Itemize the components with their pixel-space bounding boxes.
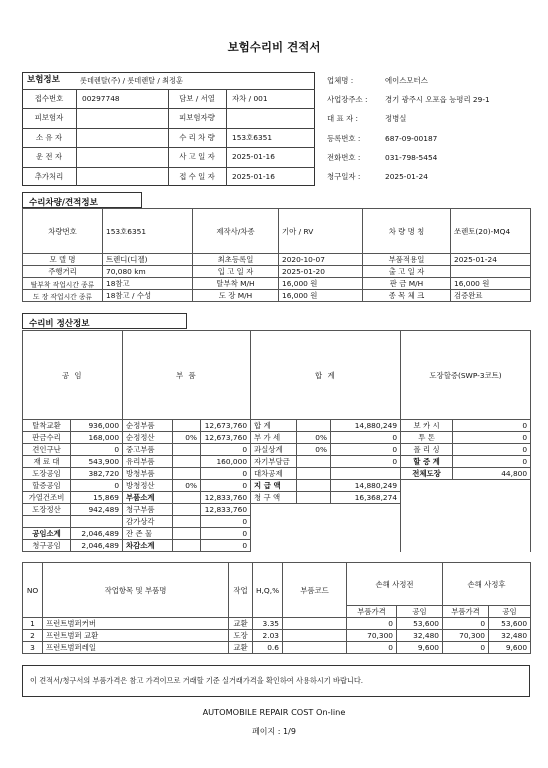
- vehicle-label: 제작사/차종: [193, 209, 279, 254]
- total-value: 16,368,274: [331, 492, 401, 504]
- labor-value: [71, 516, 123, 528]
- insurance-company: 롯데렌탈(주) / 롯데렌탈 / 최정훈: [80, 76, 183, 85]
- insurance-row-label: 접 수 일 자: [179, 171, 215, 181]
- parts-label: 중고부품: [123, 444, 173, 456]
- labor-value: 2,046,489: [71, 540, 123, 552]
- total-value: 14,880,249: [331, 420, 401, 432]
- table-row: [23, 630, 531, 642]
- vehicle-label: 주행거리: [23, 266, 103, 278]
- vehicle-row: [23, 266, 531, 278]
- total-empty: [251, 540, 401, 552]
- shop-value: 687-09-00187: [385, 133, 438, 143]
- parts-label: 방청정산: [123, 480, 173, 492]
- item-code: [283, 630, 347, 642]
- labor-value: 543,900: [71, 456, 123, 468]
- vehicle-label: 부품적용일: [363, 254, 451, 266]
- item-name: 프런트범퍼커버: [43, 618, 229, 630]
- labor-label: 청구공임: [23, 540, 71, 552]
- parts-label: 감가상각: [123, 516, 173, 528]
- total-value: 0: [331, 444, 401, 456]
- insurance-row-value: 2025-01-16: [232, 152, 275, 162]
- vehicle-value: 2025-01-24: [451, 254, 531, 266]
- total-label: 대차공제: [251, 468, 297, 480]
- insurance-row-value: 153호6351: [232, 132, 273, 142]
- vehicle-label: 도 장 M/H: [193, 290, 279, 302]
- insurance-row-label: 피보험자: [34, 113, 64, 123]
- paint-empty: [401, 480, 531, 492]
- total-percent: 0%: [297, 432, 331, 444]
- total-percent: [297, 480, 331, 492]
- total-percent: [297, 456, 331, 468]
- item-before-price: 70,300: [347, 630, 397, 642]
- parts-value: 0: [201, 528, 251, 540]
- insurance-row-label: 사 고 일 자: [179, 152, 215, 162]
- items-table: [22, 562, 530, 654]
- labor-value: 15,869: [71, 492, 123, 504]
- footer-app-name: AUTOMOBILE REPAIR COST On-line: [202, 707, 346, 717]
- item-no: 3: [23, 642, 43, 654]
- labor-label: [23, 516, 71, 528]
- labor-value: 0: [71, 480, 123, 492]
- parts-value: 12,673,760: [201, 420, 251, 432]
- paint-label: 전체도장: [401, 468, 453, 480]
- vehicle-label: 모 델 명: [23, 254, 103, 266]
- shop-label: 사업장주소 :: [327, 95, 368, 105]
- settlement-row: [23, 528, 531, 540]
- parts-header: 부 품: [123, 331, 251, 420]
- shop-label: 등록번호 :: [327, 133, 361, 143]
- vehicle-label: 탈부착 M/H: [193, 278, 279, 290]
- vehicle-label: 종 목 체 크: [363, 290, 451, 302]
- vehicle-label: 판 금 M/H: [363, 278, 451, 290]
- parts-label: 청구부품: [123, 504, 173, 516]
- items-header-before-price: 부품가격: [347, 606, 397, 618]
- vehicle-label: 입 고 일 자: [193, 266, 279, 278]
- shop-label: 전화번호 :: [327, 152, 361, 162]
- vehicle-value: 16,000 원: [279, 278, 363, 290]
- item-before-labor: 32,480: [397, 630, 443, 642]
- total-label: 자기부담금: [251, 456, 297, 468]
- settlement-header-row: [23, 331, 531, 420]
- settlement-row: [23, 504, 531, 516]
- labor-label: 도장정산: [23, 504, 71, 516]
- labor-label: 재 료 대: [23, 456, 71, 468]
- items-header-no: NO: [23, 563, 43, 618]
- labor-label: 공임소계: [23, 528, 71, 540]
- vehicle-row: [23, 278, 531, 290]
- vehicle-section-title: 수리차량/견적정보: [22, 192, 142, 208]
- item-after-price: 0: [443, 618, 489, 630]
- total-percent: [297, 492, 331, 504]
- insurance-col-divider: [76, 89, 77, 186]
- vehicle-value: 검증완료: [451, 290, 531, 302]
- parts-value: 0: [201, 480, 251, 492]
- vehicle-value: 트렌디(디젤): [103, 254, 193, 266]
- insurance-col-divider: [226, 89, 227, 186]
- item-code: [283, 642, 347, 654]
- items-header-row: [23, 563, 531, 606]
- total-empty: [251, 504, 401, 516]
- labor-value: 168,000: [71, 432, 123, 444]
- parts-label: 잔 존 물: [123, 528, 173, 540]
- items-header-code: 부품코드: [283, 563, 347, 618]
- settlement-section-title: 수리비 정산정보: [22, 313, 187, 329]
- shop-value: 에이스모터스: [385, 76, 428, 85]
- total-label: 청 구 액: [251, 492, 297, 504]
- notice-text: 이 견적서/청구서의 부품가격은 참고 가격이므로 거래할 기준 실거래가격을 확인하여 사용하시기 바랍니다.: [30, 676, 364, 685]
- labor-header: 공 임: [23, 331, 123, 420]
- labor-value: 382,720: [71, 468, 123, 480]
- insurance-row-label: 접수번호: [34, 94, 64, 103]
- settlement-row: [23, 480, 531, 492]
- paint-empty: [401, 516, 531, 528]
- item-after-labor: 53,600: [489, 618, 531, 630]
- settlement-row: [23, 516, 531, 528]
- item-hq: 2.03: [253, 630, 283, 642]
- parts-label: 차감소계: [123, 540, 173, 552]
- labor-label: 견인구난: [23, 444, 71, 456]
- labor-value: 936,000: [71, 420, 123, 432]
- paint-empty: [401, 540, 531, 552]
- total-label: 부 가 세: [251, 432, 297, 444]
- items-header-after: 손해 사정후: [443, 563, 531, 606]
- items-header-before: 손해 사정전: [347, 563, 443, 606]
- parts-percent: 0%: [173, 480, 201, 492]
- paint-label: 보 카 시: [401, 420, 453, 432]
- paint-value: 0: [453, 432, 531, 444]
- page-title: 보험수리비 견적서: [227, 40, 321, 54]
- item-after-labor: 9,600: [489, 642, 531, 654]
- parts-percent: 0%: [173, 432, 201, 444]
- total-empty: [251, 528, 401, 540]
- paint-label: 할 증 계: [401, 456, 453, 468]
- insurance-col-divider: [168, 89, 169, 186]
- total-label: 과실상계: [251, 444, 297, 456]
- item-after-labor: 32,480: [489, 630, 531, 642]
- paint-empty: [401, 492, 531, 504]
- settlement-row: [23, 468, 531, 480]
- item-name: 프런트범퍼 교환: [43, 630, 229, 642]
- paint-empty: [401, 504, 531, 516]
- parts-percent: [173, 444, 201, 456]
- parts-value: 0: [201, 540, 251, 552]
- paint-label: 투 톤: [401, 432, 453, 444]
- parts-value: 160,000: [201, 456, 251, 468]
- total-value: 0: [331, 432, 401, 444]
- item-after-price: 70,300: [443, 630, 489, 642]
- parts-label: 순정정산: [123, 432, 173, 444]
- insurance-row-value: 00297748: [82, 94, 120, 103]
- items-header-name: 작업항목 및 부품명: [43, 563, 229, 618]
- settlement-row: [23, 456, 531, 468]
- item-work: 도장: [229, 630, 253, 642]
- parts-label: 순정부품: [123, 420, 173, 432]
- item-after-price: 0: [443, 642, 489, 654]
- parts-percent: [173, 504, 201, 516]
- vehicle-label: 도 장 작업시간 종류: [23, 290, 103, 302]
- shop-label: 업체명 :: [327, 76, 354, 85]
- items-header-hq: H,Q,%: [253, 563, 283, 618]
- total-label: 지 급 액: [251, 480, 297, 492]
- insurance-label: 보험정보: [27, 75, 60, 85]
- item-hq: 0.6: [253, 642, 283, 654]
- insurance-row-label: 담보 / 서열: [179, 94, 215, 103]
- settlement-table: [22, 330, 530, 552]
- vehicle-label: 차량번호: [23, 209, 103, 254]
- vehicle-value: 2020-10-07: [279, 254, 363, 266]
- vehicle-value: 16,000 원: [451, 278, 531, 290]
- paint-label: 폴 리 싱: [401, 444, 453, 456]
- vehicle-value: 153호6351: [103, 209, 193, 254]
- items-header-work: 작업: [229, 563, 253, 618]
- parts-percent: [173, 420, 201, 432]
- paint-value: 0: [453, 420, 531, 432]
- item-work: 교환: [229, 618, 253, 630]
- parts-value: 0: [201, 468, 251, 480]
- items-header-after-labor: 공임: [489, 606, 531, 618]
- insurance-row-value: 2025-01-16: [232, 171, 275, 181]
- insurance-row-label: 소 유 자: [35, 132, 63, 142]
- labor-value: 942,489: [71, 504, 123, 516]
- vehicle-label: 차 량 명 칭: [363, 209, 451, 254]
- shop-label: 청구일자 :: [327, 172, 361, 181]
- parts-percent: [173, 468, 201, 480]
- vehicle-label: 출 고 일 자: [363, 266, 451, 278]
- labor-label: 탈착교환: [23, 420, 71, 432]
- paint-header: 도장할증(SWP-3코트): [401, 331, 531, 420]
- vehicle-label: 탈부착 작업시간 종류: [23, 278, 103, 290]
- total-percent: [297, 420, 331, 432]
- vehicle-value: 기아 / RV: [279, 209, 363, 254]
- paint-value: 44,800: [453, 468, 531, 480]
- settlement-row: [23, 492, 531, 504]
- item-work: 교환: [229, 642, 253, 654]
- settlement-row: [23, 420, 531, 432]
- settlement-row: [23, 444, 531, 456]
- vehicle-value: 70,080 km: [103, 266, 193, 278]
- shop-value: 경기 광주시 오포읍 능평리 29-1: [385, 95, 490, 105]
- vehicle-label: 최초등록일: [193, 254, 279, 266]
- vehicle-value: 18참고: [103, 278, 193, 290]
- parts-label: 부품소계: [123, 492, 173, 504]
- insurance-row-label: 피보험자량: [179, 113, 215, 123]
- shop-label: 대 표 자 :: [327, 114, 358, 124]
- total-percent: [297, 468, 331, 480]
- settlement-row: [23, 540, 531, 552]
- vehicle-value: 16,000 원: [279, 290, 363, 302]
- total-value: 14,880,249: [331, 480, 401, 492]
- items-grid: [22, 562, 531, 654]
- labor-value: 0: [71, 444, 123, 456]
- total-header: 합 계: [251, 331, 401, 420]
- shop-value: 정병실: [385, 114, 407, 124]
- labor-value: 2,046,489: [71, 528, 123, 540]
- item-no: 1: [23, 618, 43, 630]
- paint-value: 0: [453, 456, 531, 468]
- parts-value: 12,833,760: [201, 492, 251, 504]
- vehicle-value: 18참고 / 수성: [103, 290, 193, 302]
- vehicle-table: [22, 208, 531, 302]
- item-before-price: 0: [347, 642, 397, 654]
- parts-value: 12,833,760: [201, 504, 251, 516]
- total-value: [331, 468, 401, 480]
- parts-label: 방청부품: [123, 468, 173, 480]
- item-before-labor: 9,600: [397, 642, 443, 654]
- parts-value: 0: [201, 516, 251, 528]
- parts-percent: [173, 492, 201, 504]
- parts-label: 유리부품: [123, 456, 173, 468]
- items-header-before-labor: 공임: [397, 606, 443, 618]
- settlement-grid: [22, 330, 531, 552]
- vehicle-value: 쏘렌토(20)-MQ4: [451, 209, 531, 254]
- parts-percent: [173, 516, 201, 528]
- parts-value: 0: [201, 444, 251, 456]
- vehicle-row: [23, 290, 531, 302]
- insurance-row-label: 운 전 자: [35, 152, 63, 162]
- total-empty: [251, 516, 401, 528]
- labor-label: 할증공임: [23, 480, 71, 492]
- footer-page: 페이지 : 1/9: [252, 727, 296, 736]
- total-percent: 0%: [297, 444, 331, 456]
- paint-value: 0: [453, 444, 531, 456]
- table-row: [23, 618, 531, 630]
- vehicle-row: [23, 209, 531, 254]
- labor-label: 판금수리: [23, 432, 71, 444]
- vehicle-row: [23, 254, 531, 266]
- vehicle-info-table: [22, 208, 530, 302]
- item-name: 프런트범퍼레일: [43, 642, 229, 654]
- vehicle-value: [451, 266, 531, 278]
- items-header-after-price: 부품가격: [443, 606, 489, 618]
- item-before-price: 0: [347, 618, 397, 630]
- total-label: 합 계: [251, 420, 297, 432]
- parts-value: 12,673,760: [201, 432, 251, 444]
- labor-label: 도장공임: [23, 468, 71, 480]
- insurance-row-value: 자차 / 001: [232, 94, 268, 103]
- shop-value: 2025-01-24: [385, 172, 428, 181]
- insurance-row-label: 수 리 차 량: [179, 132, 215, 142]
- table-row: [23, 642, 531, 654]
- shop-value: 031-798-5454: [385, 152, 438, 162]
- item-before-labor: 53,600: [397, 618, 443, 630]
- vehicle-value: 2025-01-20: [279, 266, 363, 278]
- parts-percent: [173, 456, 201, 468]
- parts-percent: [173, 528, 201, 540]
- parts-percent: [173, 540, 201, 552]
- total-value: 0: [331, 456, 401, 468]
- item-code: [283, 618, 347, 630]
- item-no: 2: [23, 630, 43, 642]
- insurance-row-label: 추가처리: [34, 171, 64, 181]
- paint-empty: [401, 528, 531, 540]
- item-hq: 3.35: [253, 618, 283, 630]
- settlement-row: [23, 432, 531, 444]
- labor-label: 가열건조비: [23, 492, 71, 504]
